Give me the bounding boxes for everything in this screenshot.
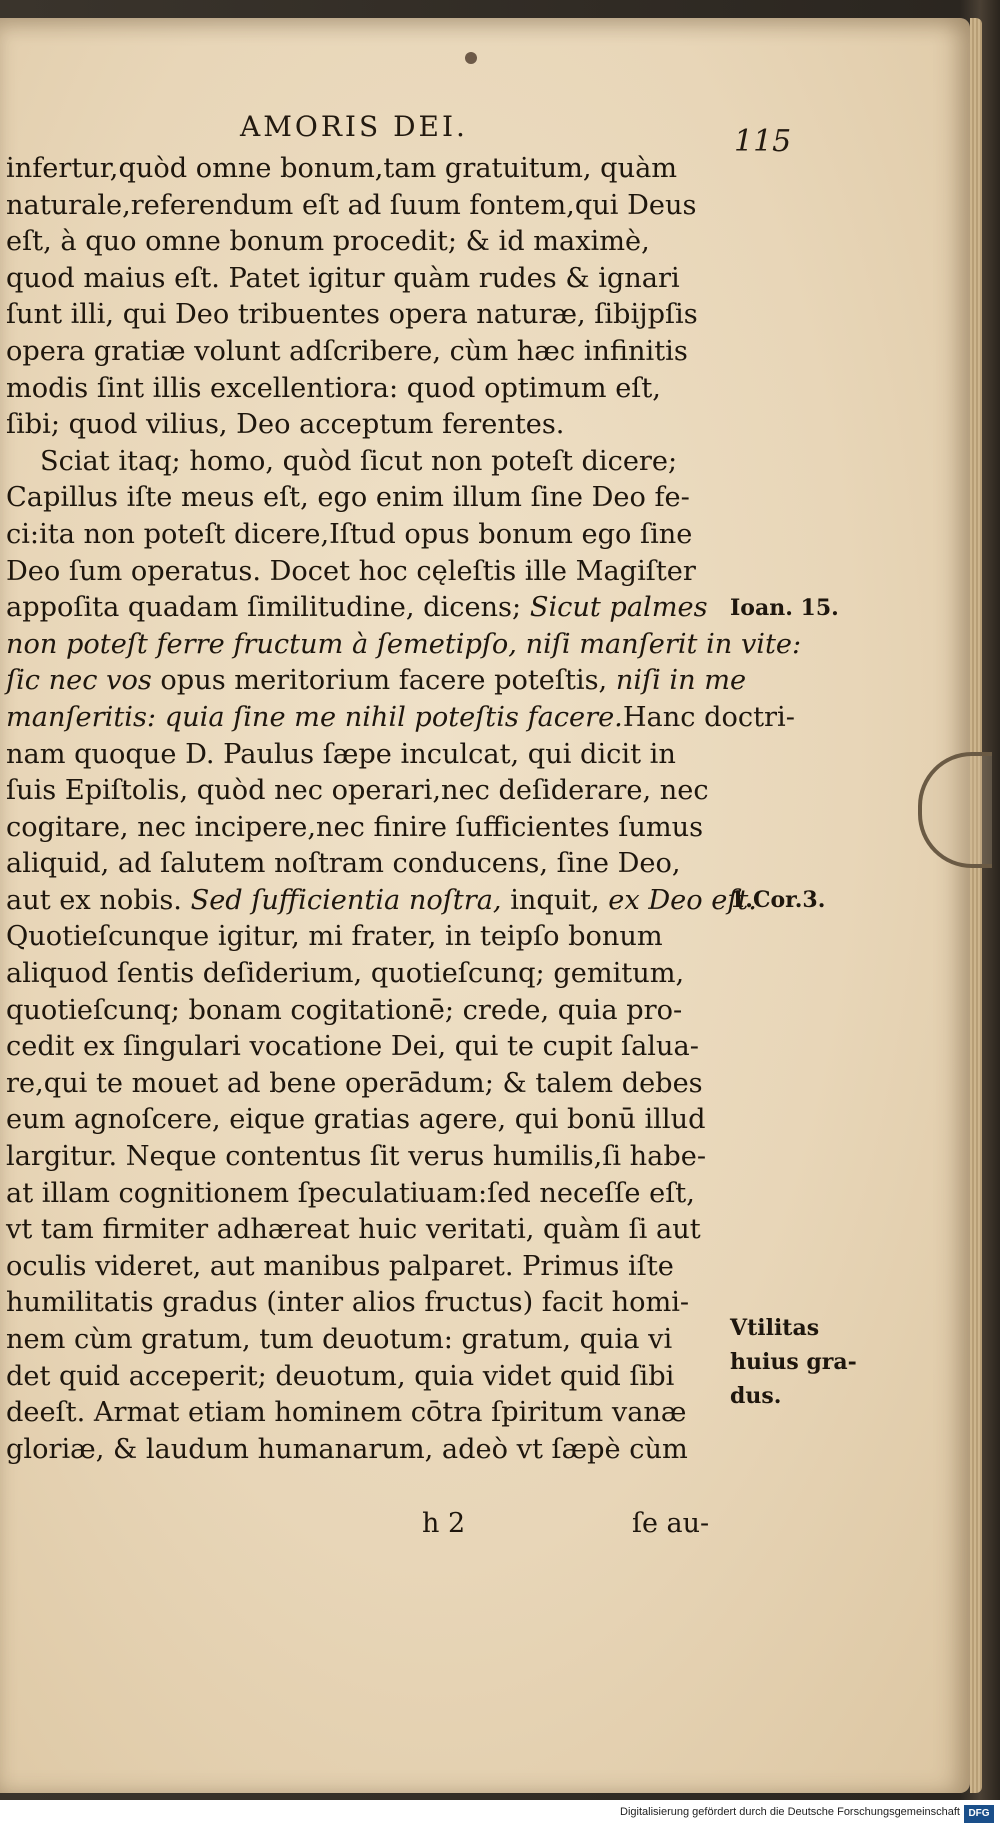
margin-note-cor: 1.Cor.3. bbox=[730, 887, 826, 913]
margin-note-dus: dus. bbox=[730, 1383, 782, 1409]
page-edge bbox=[970, 18, 982, 1793]
text-line: opera gratiæ volunt adſcribere, cùm hæc infinitis bbox=[6, 335, 688, 367]
catchword: ſe au- bbox=[632, 1508, 710, 1539]
text-line: ci:ita non poteſt dicere,Iſtud opus bonum ego ſine bbox=[6, 518, 693, 550]
text-line: naturale,referendum eſt ad ſuum fontem,qui Deus bbox=[6, 189, 697, 221]
dfg-logo-icon: DFG bbox=[964, 1805, 994, 1823]
text-line: ſuis Epiſtolis, quòd nec operari,nec deſiderare, nec bbox=[6, 775, 709, 807]
text-line: det quid acceperit; deuotum, quia videt quid ſibi bbox=[6, 1360, 675, 1392]
text-line: cedit ex ſingulari vocatione Dei, qui te cupit ſalua- bbox=[6, 1031, 699, 1063]
text-line: Sciat itaq; homo, quòd ſicut non poteſt dicere; bbox=[40, 445, 678, 477]
text-line: infertur,quòd omne bonum,tam gratuitum, quàm bbox=[6, 153, 678, 184]
text-line: quotieſcunq; bonam cogitationē; crede, quia pro- bbox=[6, 994, 683, 1026]
footer-bar bbox=[0, 1800, 1000, 1830]
text-line: aliquod ſentis deſiderium, quotieſcunq; gemitum, bbox=[6, 958, 685, 990]
signature-mark: h 2 bbox=[422, 1508, 466, 1539]
text-line: oculis videret, aut manibus palparet. Primus iſte bbox=[6, 1250, 674, 1282]
text-line: modis ſint illis excellentiora: quod optimum eſt, bbox=[6, 372, 661, 404]
text-line: cogitare, nec incipere,nec finire ſufficientes ſumus bbox=[6, 811, 704, 843]
running-head: AMORIS DEI. bbox=[240, 110, 468, 143]
text-line: aliquid, ad ſalutem noſtram conducens, ſine Deo, bbox=[6, 848, 681, 880]
text-line: gloriæ, & laudum humanarum, adeò vt ſæpè cùm bbox=[6, 1433, 688, 1465]
text-line: eſt, à quo omne bonum procedit; & id maximè, bbox=[6, 226, 650, 258]
text-line: quod maius eſt. Patet igitur quàm rudes & ignari bbox=[6, 262, 680, 294]
text-line: aut ex nobis. Sed ſufficientia noſtra, inquit, ex Deo eſt. bbox=[6, 884, 757, 916]
text-line: ſunt illi, qui Deo tribuentes opera naturæ, ſibijpſis bbox=[6, 299, 698, 331]
footer-credit: Digitalisierung gefördert durch die Deutsche Forschungsgemeinschaft bbox=[620, 1806, 960, 1818]
text-line: deeſt. Armat etiam hominem cōtra ſpiritum vanæ bbox=[6, 1397, 687, 1429]
page-number: 115 bbox=[734, 124, 792, 159]
text-line: at illam cognitionem ſpeculatiuam:ſed neceſſe eſt, bbox=[6, 1177, 695, 1209]
book-page bbox=[0, 18, 970, 1793]
ink-spot bbox=[465, 52, 477, 64]
text-line: Capillus iſte meus eſt, ego enim illum ſine Deo fe- bbox=[6, 482, 690, 514]
page-foot bbox=[0, 1508, 730, 1548]
margin-note-ioan: Ioan. 15. bbox=[730, 595, 839, 621]
text-line: non poteſt ferre fructum à ſemetipſo, niſi manſerit in vite: bbox=[6, 628, 802, 660]
text-line: largitur. Neque contentus ſit verus humilis,ſi habe- bbox=[6, 1141, 707, 1173]
text-line: re,qui te mouet ad bene operādum; & talem debes bbox=[6, 1067, 703, 1099]
text-line: nem cùm gratum, tum deuotum: gratum, quia vi bbox=[6, 1324, 673, 1355]
text-line: humilitatis gradus (inter alios fructus) facit homi- bbox=[6, 1287, 690, 1319]
text-line: nam quoque D. Paulus ſæpe inculcat, qui dicit in bbox=[6, 738, 676, 770]
text-line: manſeritis: quia ſine me nihil poteſtis facere.Hanc doctri- bbox=[6, 701, 795, 733]
margin-note-huius: huius gra- bbox=[730, 1349, 857, 1375]
text-line: ſic nec vos opus meritorium facere poteſtis, niſi in me bbox=[6, 665, 747, 697]
text-line: eum agnoſcere, eique gratias agere, qui bonū illud bbox=[6, 1104, 706, 1136]
text-line: ſibi; quod vilius, Deo acceptum ferentes. bbox=[6, 409, 565, 441]
text-line: appoſita quadam ſimilitudine, dicens; Sicut palmes bbox=[6, 592, 708, 624]
text-line: Quotieſcunque igitur, mi frater, in teipſo bonum bbox=[6, 921, 663, 953]
text-line: Deo ſum operatus. Docet hoc cęleſtis ille Magiſter bbox=[6, 555, 696, 587]
text-line: vt tam firmiter adhæreat huic veritati, quàm ſi aut bbox=[6, 1214, 701, 1246]
margin-note-utilitas: Vtilitas bbox=[730, 1315, 820, 1341]
